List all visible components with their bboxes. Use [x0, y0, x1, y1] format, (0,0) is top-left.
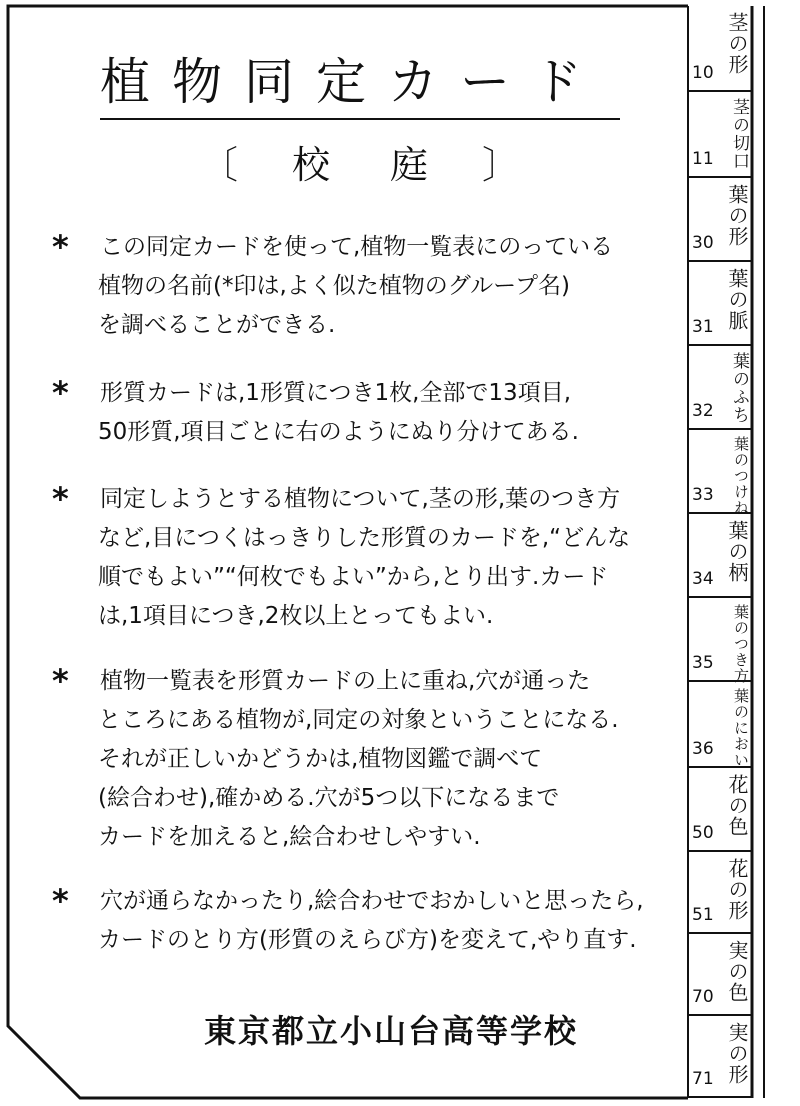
- subtitle-open-bracket: 〔: [200, 143, 239, 187]
- paragraph-line: を調べることができる.: [98, 312, 336, 338]
- instruction-paragraph-2: [52, 374, 672, 452]
- paragraph-line: 50形質,項目ごとに右のようにぬり分けてある.: [98, 419, 579, 445]
- tab-label: 葉の形: [725, 184, 749, 247]
- tab-label: 葉のふち: [729, 352, 749, 424]
- asterisk-marker: *: [52, 374, 69, 412]
- character-tab: [688, 430, 752, 514]
- tab-number: 10: [692, 63, 714, 83]
- asterisk-marker: *: [52, 662, 69, 700]
- paragraph-line: それが正しいかどうかは,植物図鑑で調べて: [98, 746, 543, 772]
- paragraph-line: (絵合わせ),確かめる.穴が5つ以下になるまで: [98, 785, 560, 811]
- character-tab-strip: [688, 6, 752, 1098]
- tab-label: 茎の形: [725, 12, 749, 75]
- instruction-paragraph-4: [52, 662, 672, 857]
- tab-number: 11: [692, 149, 714, 169]
- tab-label: 葉の柄: [725, 520, 749, 583]
- paragraph-line: この同定カードを使って,植物一覧表にのっている: [100, 234, 614, 260]
- tab-number: 32: [692, 401, 714, 421]
- tab-number: 34: [692, 569, 714, 589]
- tab-number: 50: [692, 823, 714, 843]
- paragraph-line: 順でもよい”“何枚でもよい”から,とり出す.カード: [98, 564, 609, 590]
- asterisk-marker: *: [52, 228, 69, 266]
- card-title: 植物同定カード: [100, 53, 604, 111]
- instruction-paragraph-3: [52, 480, 672, 636]
- character-tab: [688, 768, 752, 852]
- tab-number: 31: [692, 317, 714, 337]
- character-tab: [688, 514, 752, 598]
- instruction-paragraph-1: [52, 228, 672, 345]
- tab-label: 葉の脈: [725, 268, 749, 331]
- paragraph-line: 同定しようとする植物について,茎の形,葉のつき方: [100, 486, 621, 512]
- tab-label: 葉のつき方: [732, 604, 750, 684]
- paragraph-line: 形質カードは,1形質につき1枚,全部で13項目,: [100, 380, 572, 406]
- character-tab: [688, 1016, 752, 1098]
- character-tab: [688, 598, 752, 682]
- subtitle-close-bracket: 〕: [481, 143, 520, 187]
- asterisk-marker: *: [52, 882, 69, 920]
- character-tab: [688, 346, 752, 430]
- paragraph-line: 植物一覧表を形質カードの上に重ね,穴が通った: [100, 668, 591, 694]
- paragraph-line: カードのとり方(形質のえらび方)を変えて,やり直す.: [98, 927, 637, 953]
- tab-label: 花の色: [725, 774, 749, 837]
- card-subtitle: [200, 140, 520, 190]
- tab-label: 葉のつけね: [732, 436, 750, 516]
- character-tab: [688, 682, 752, 768]
- character-tab: [688, 934, 752, 1016]
- paragraph-line: ところにある植物が,同定の対象ということになる.: [98, 707, 619, 733]
- paragraph-line: 植物の名前(*印は,よく似た植物のグループ名): [98, 273, 570, 299]
- tab-number: 36: [692, 739, 714, 759]
- character-tab: [688, 178, 752, 262]
- tab-label: 実の形: [725, 1022, 749, 1085]
- tab-label: 葉のにおい: [732, 688, 750, 768]
- character-tab: [688, 262, 752, 346]
- school-name: 東京都立小山台高等学校: [204, 1012, 579, 1050]
- paragraph-line: カードを加えると,絵合わせしやすい.: [98, 824, 481, 850]
- character-tab: [688, 6, 752, 92]
- tab-label: 茎の切口: [729, 98, 749, 170]
- subtitle-text: 校庭: [291, 143, 488, 187]
- paragraph-line: は,1項目につき,2枚以上とってもよい.: [98, 603, 494, 629]
- tab-label: 花の形: [725, 858, 749, 921]
- tab-number: 30: [692, 233, 714, 253]
- tab-number: 71: [692, 1069, 714, 1089]
- tab-number: 33: [692, 485, 714, 505]
- character-tab: [688, 852, 752, 934]
- tab-label: 実の色: [725, 940, 749, 1003]
- tab-number: 35: [692, 653, 714, 673]
- paragraph-line: 穴が通らなかったり,絵合わせでおかしいと思ったら,: [100, 888, 644, 914]
- title-underline: [100, 118, 620, 120]
- tab-number: 51: [692, 905, 714, 925]
- character-tab: [688, 92, 752, 178]
- paragraph-line: など,目につくはっきりした形質のカードを,“どんな: [98, 525, 631, 551]
- tab-number: 70: [692, 987, 714, 1007]
- instruction-paragraph-5: [52, 882, 672, 960]
- asterisk-marker: *: [52, 480, 69, 518]
